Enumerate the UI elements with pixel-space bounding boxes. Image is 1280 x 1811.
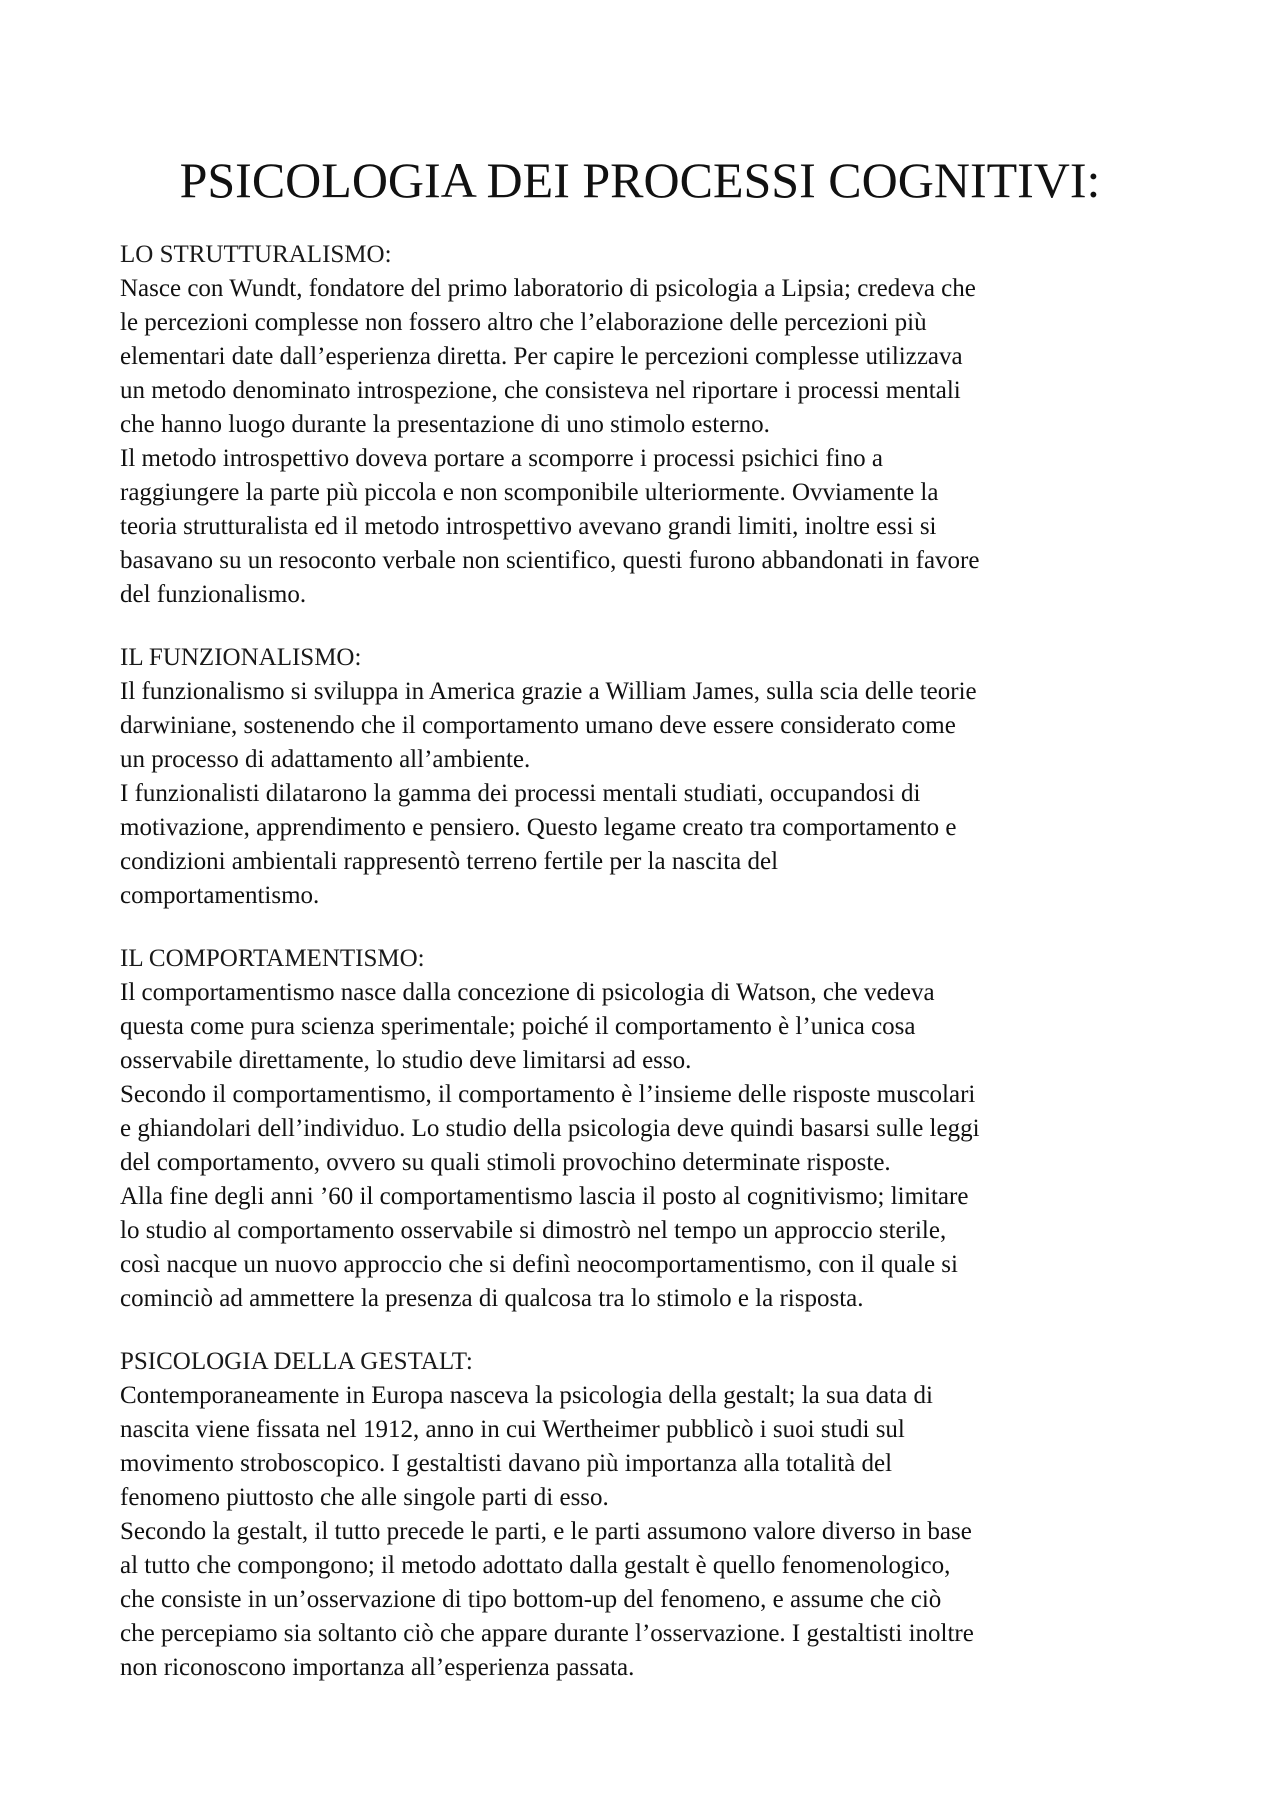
text-line: del funzionalismo. [120, 581, 307, 608]
section-text [120, 675, 1180, 913]
text-line: le percezioni complesse non fossero altro che l’elaborazione delle percezioni più [120, 309, 927, 336]
text-line: movimento stroboscopico. I gestaltisti davano più importanza alla totalità del [120, 1450, 893, 1477]
text-line: che consiste in un’osservazione di tipo bottom-up del fenomeno, e assume che ciò [120, 1586, 942, 1613]
text-line: che percepiamo sia soltanto ciò che appare durante l’osservazione. I gestaltisti inoltre [120, 1620, 974, 1647]
text-line: teoria strutturalista ed il metodo introspettivo avevano grandi limiti, inoltre essi si [120, 513, 937, 540]
section-heading: IL FUNZIONALISMO: [120, 644, 362, 671]
text-line: comportamentismo. [120, 882, 320, 909]
text-line: Nasce con Wundt, fondatore del primo laboratorio di psicologia a Lipsia; credeva che [120, 275, 976, 302]
section-heading: PSICOLOGIA DELLA GESTALT: [120, 1348, 473, 1375]
text-line: così nacque un nuovo approccio che si definì neocomportamentismo, con il quale si [120, 1251, 958, 1278]
text-line: Secondo il comportamentismo, il comportamento è l’insieme delle risposte muscolari [120, 1081, 976, 1108]
text-line: Il metodo introspettivo doveva portare a scomporre i processi psichici fino a [120, 445, 883, 472]
text-line: questa come pura scienza sperimentale; poiché il comportamento è l’unica cosa [120, 1013, 916, 1040]
text-line: nascita viene fissata nel 1912, anno in cui Wertheimer pubblicò i suoi studi sul [120, 1416, 905, 1443]
section-heading: LO STRUTTURALISMO: [120, 241, 392, 268]
text-line: Il comportamentismo nasce dalla concezione di psicologia di Watson, che vedeva [120, 979, 935, 1006]
text-line: un metodo denominato introspezione, che consisteva nel riportare i processi mentali [120, 377, 961, 404]
text-line: del comportamento, ovvero su quali stimoli provochino determinate risposte. [120, 1149, 891, 1176]
text-line: Contemporaneamente in Europa nasceva la psicologia della gestalt; la sua data di [120, 1382, 933, 1409]
section-strutturalismo [120, 238, 1180, 612]
text-line: osservabile direttamente, lo studio deve limitarsi ad esso. [120, 1047, 692, 1074]
section-text [120, 976, 1180, 1316]
text-line: raggiungere la parte più piccola e non scomponibile ulteriormente. Ovviamente la [120, 479, 939, 506]
text-line: Il funzionalismo si sviluppa in America grazie a William James, sulla scia delle teorie [120, 678, 977, 705]
text-line: un processo di adattamento all’ambiente. [120, 746, 531, 773]
page-title: PSICOLOGIA DEI PROCESSI COGNITIVI: [179, 152, 1101, 208]
text-line: al tutto che compongono; il metodo adottato dalla gestalt è quello fenomenologico, [120, 1552, 951, 1579]
text-line: e ghiandolari dell’individuo. Lo studio della psicologia deve quindi basarsi sulle leggi [120, 1115, 980, 1142]
section-text [120, 272, 1180, 612]
text-line: motivazione, apprendimento e pensiero. Questo legame creato tra comportamento e [120, 814, 957, 841]
text-line: darwiniane, sostenendo che il comportamento umano deve essere considerato come [120, 712, 956, 739]
section-funzionalismo [120, 641, 1180, 913]
text-line: che hanno luogo durante la presentazione di uno stimolo esterno. [120, 411, 770, 438]
text-line: non riconoscono importanza all’esperienza passata. [120, 1654, 635, 1681]
text-line: fenomeno piuttosto che alle singole parti di esso. [120, 1484, 609, 1511]
text-line: Alla fine degli anni ’60 il comportamentismo lascia il posto al cognitivismo; limitare [120, 1183, 969, 1210]
section-text [120, 1379, 1180, 1685]
text-line: Secondo la gestalt, il tutto precede le parti, e le parti assumono valore diverso in base [120, 1518, 972, 1545]
section-gestalt [120, 1345, 1180, 1685]
text-line: basavano su un resoconto verbale non scientifico, questi furono abbandonati in favore [120, 547, 980, 574]
text-line: cominciò ad ammettere la presenza di qualcosa tra lo stimolo e la risposta. [120, 1285, 864, 1312]
text-line: lo studio al comportamento osservabile si dimostrò nel tempo un approccio sterile, [120, 1217, 947, 1244]
text-line: I funzionalisti dilatarono la gamma dei processi mentali studiati, occupandosi di [120, 780, 921, 807]
section-comportamentismo [120, 942, 1180, 1316]
text-line: elementari date dall’esperienza diretta. Per capire le percezioni complesse utilizzava [120, 343, 963, 370]
section-heading: IL COMPORTAMENTISMO: [120, 945, 425, 972]
document-body [120, 238, 1180, 1714]
text-line: condizioni ambientali rappresentò terreno fertile per la nascita del [120, 848, 779, 875]
